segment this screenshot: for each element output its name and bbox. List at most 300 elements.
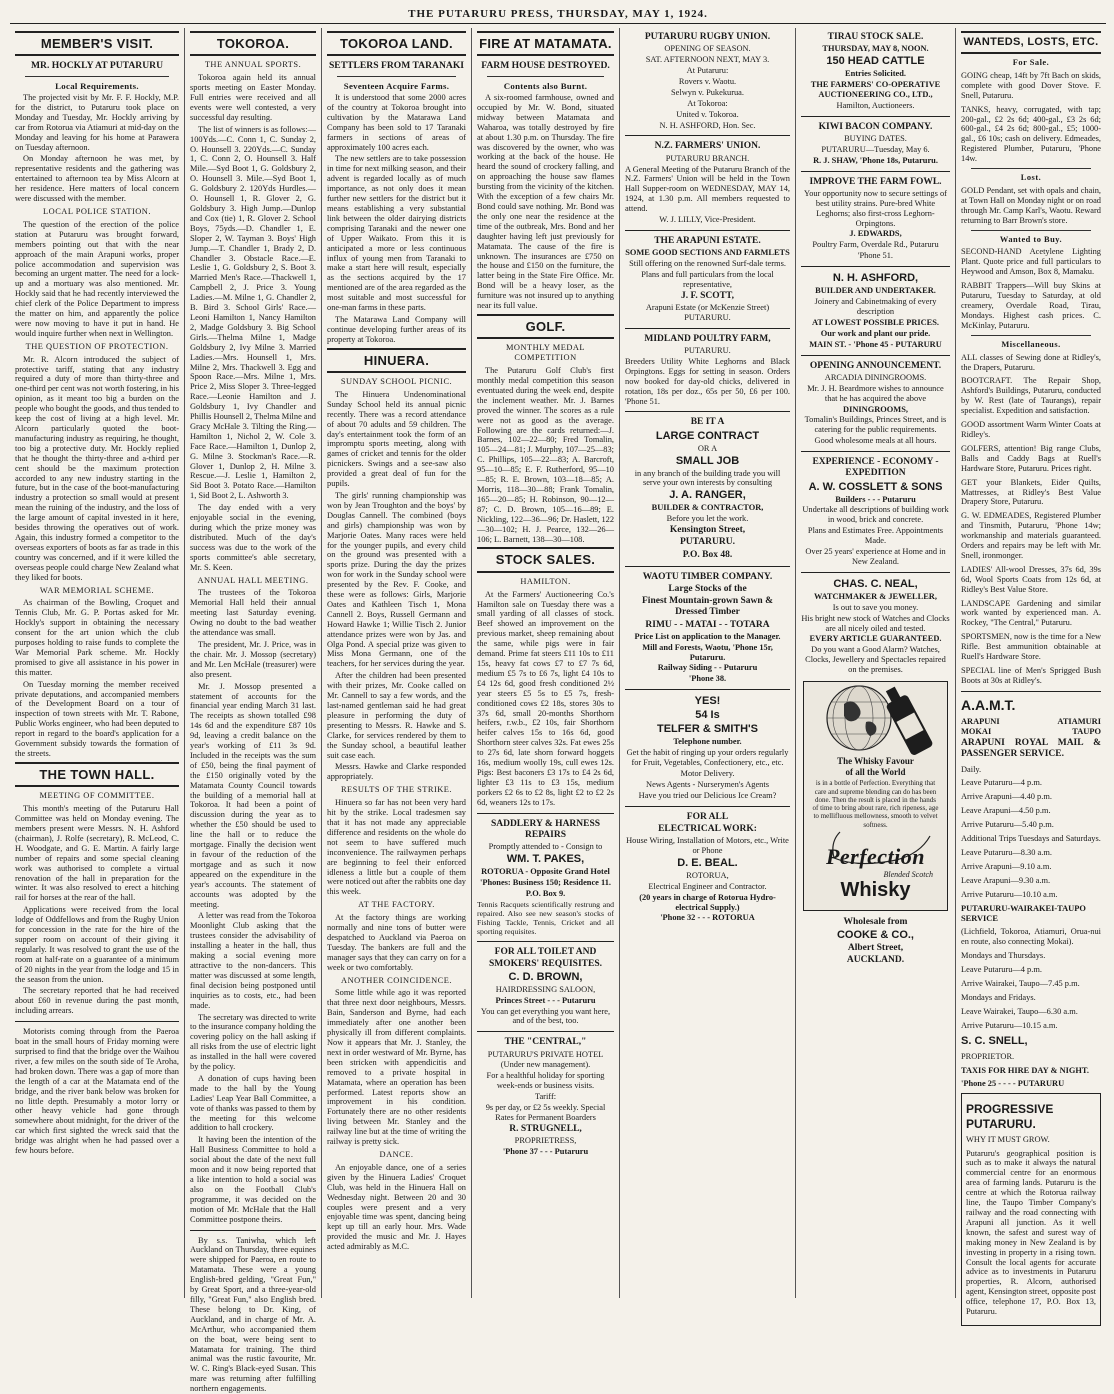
ad-line: (20 years in charge of Rotorua Hydro-electrical Supply.) — [639, 892, 776, 912]
classified-ad: G. W. EDMEADES, Registered Plumber and Tinsmith, Putaruru, 'Phone 14w; workmanship and materials guaranteed. Orders and repairs may be left with Mr. Snell, ironmonger. — [961, 511, 1101, 560]
ad-line: Plans and Estimates Free. Appointments Made. — [807, 526, 944, 546]
ad-line: 54 Is — [695, 709, 720, 722]
divider — [801, 451, 950, 452]
route-stop: TAUPO — [1072, 727, 1101, 737]
ad-line: PUTARURU-WAIRAKEI-TAUPO SERVICE — [961, 903, 1086, 923]
subhead-farmhouse: FARM HOUSE DESTROYED. — [481, 60, 610, 72]
section-heading: SUNDAY SCHOOL PICNIC. — [340, 377, 453, 386]
ad-chas-neal — [801, 578, 950, 675]
subhead-hockly: MR. HOCKLY AT PUTARURU — [30, 60, 163, 72]
timetable-row: Arrive Putaruru—5.40 p.m. — [961, 820, 1054, 830]
ad-line: Electrical Engineer and Contractor. — [648, 881, 767, 891]
ad-line: SOME GOOD SECTIONS AND FARMLETS — [625, 248, 790, 258]
route-stop: MOKAI — [961, 727, 992, 737]
section-heading: RESULTS OF THE STRIKE. — [340, 785, 453, 795]
subhead-contents: Contents also Burnt. — [503, 80, 588, 91]
ad-line: AUCKLAND. — [846, 955, 905, 966]
ad-line: PUTARURU—Tuesday, May 6. — [821, 144, 930, 154]
ad-progressive-putaruru — [961, 1093, 1101, 1326]
ad-line: EXPERIENCE - ECONOMY - EXPEDITION — [812, 457, 939, 479]
wanted-to-buy-list — [961, 247, 1101, 330]
ad-line: ARAPUNI ROYAL MAIL & PASSENGER SERVICE. — [961, 738, 1101, 760]
subhead-settlers: SETTLERS FROM TARANAKI — [328, 60, 465, 72]
column-2 — [185, 28, 322, 1394]
ad-line: Price List on application to the Manager. — [634, 631, 781, 641]
article-paragraph: The day ended with a very enjoyable social in the evening, during which the prize money was distributed. Much of the day's success was due to the work of the sports committee's able secretary, Mr. S. Keen. — [190, 503, 316, 572]
ad-cosslett — [801, 457, 950, 567]
ad-line: PUTARURU. — [680, 537, 735, 548]
whisky-headline — [804, 756, 947, 831]
timetable-row: Arrive Wairakei, Taupo—7.45 p.m. — [961, 979, 1080, 989]
ad-cd-brown — [477, 947, 614, 1026]
ad-line: Princes Street - - - Putaruru — [495, 995, 596, 1005]
article-paragraph: On Monday afternoon he was met, by representative residents and the gathering was entertained to afternoon tea by Miss Alcorn at her residence. Here matters of local concern were discussed with the member. — [15, 154, 179, 204]
ad-line: Wholesale from — [843, 917, 908, 928]
section-heading: MONTHLY MEDAL COMPETITION — [505, 343, 586, 363]
timetable — [961, 778, 1101, 899]
ad-waotu-timber — [625, 572, 790, 685]
ad-line: Tomalin's Buildings, Princes Street, and is catering for the public requirements. — [804, 415, 947, 435]
timetable-row: Additional Trips Tuesdays and Saturdays. — [961, 834, 1101, 844]
ad-line: N. H. ASHFORD, Hon. Sec. — [659, 120, 756, 130]
ad-line: 'Phone 38. — [688, 674, 727, 684]
article-paragraph: The new settlers are to take possession in time for next milking season, and their advent is regarded locally as of much importance, as not only does it mean further new settlers for the district but it means establishing a very substantial link between the older dairying districts comprising Taranaki and the newer one of Upper Waikato. From this it is anticipated a more or less continuous influx of young men from Taranaki to make a start here will result, especially as the sections acquired by the 17 mentioned are of the area regarded as the most suitable and most successful for one-man farms in these parts. — [327, 154, 466, 313]
timetable-row: Mondays and Fridays. — [961, 992, 1036, 1002]
ad-line: Get the habit of ringing up your orders regularly for Fruit, Vegetables, Confectionery, etc., etc. — [626, 748, 789, 767]
ad-line: THE FARMERS' CO-OPERATIVE AUCTIONEERING CO., LTD., — [810, 79, 941, 99]
divider — [625, 135, 790, 136]
ad-line: 150 HEAD CATTLE — [826, 55, 925, 68]
ad-line: EVERY ARTICLE GUARANTEED. — [809, 634, 942, 644]
classified-ad: ALL classes of Sewing done at Ridley's, the Drapers, Putaruru. — [961, 352, 1101, 372]
divider — [625, 328, 790, 329]
lost-list — [961, 186, 1101, 226]
headline-fire: FIRE AT MATAMATA. — [477, 31, 614, 56]
ad-line: Promptly attended to - Consign to — [488, 841, 603, 851]
ad-line: DININGROOMS, — [843, 404, 908, 414]
misc-list — [961, 353, 1101, 686]
ad-line: SADDLERY & HARNESS REPAIRS — [490, 818, 601, 840]
ad-line: 'Phone 51. — [857, 251, 893, 261]
ad-line: House Wiring, Installation of Motors, etc., Write or Phone — [626, 836, 789, 855]
divider — [971, 335, 1091, 336]
ad-line: THE "CENTRAL," — [504, 1037, 587, 1048]
ad-line: J. EDWARDS, — [849, 229, 902, 239]
ad-telfer-smith — [625, 695, 790, 800]
article-paragraph: The Matarawa Land Company will continue developing further areas of its property at Tokoroa. — [327, 314, 466, 344]
ad-line: KIWI BACON COMPANY. — [818, 121, 933, 132]
ad-line: You can get everything you want here, and of the best, too. — [480, 1006, 611, 1026]
ad-line: PROPRIETOR. — [961, 1051, 1015, 1061]
columns — [10, 28, 1106, 1394]
divider — [625, 230, 790, 231]
column-3 — [322, 28, 472, 1298]
subhead-seventeen: Seventeen Acquire Farms. — [343, 80, 450, 91]
article-paragraph: Tokoroa again held its annual sports meeting on Easter Monday. Full entries were received and all events were well contested, a very successful day resulting. — [190, 73, 316, 122]
ad-cooke — [801, 917, 950, 967]
ad-line: SAT. AFTERNOON NEXT, MAY 3. — [645, 55, 770, 65]
ad-line: Kensington Street, — [669, 525, 746, 536]
ad-line: AT LOWEST POSSIBLE PRICES. — [811, 317, 940, 327]
timetable-row: Leave Putaruru—4 p.m. — [961, 965, 1042, 975]
article-paragraph: Mr. R. Alcorn introduced the subject of protective tariff, stating that any industry required a duty of more than thirty-three and one-third per cent was not worth fostering, in his opinion, as it meant too big a burden on the people who bought the goods, and thus tended to keep the cost of living at a high level. Mr. Alcorn particularly quoted the boot-manufacturing industry as requiring, he thought, too big a protective duty. Mr. Hockly replied that he thought the thirty-three and a-third per cent should be the maximum protection accorded to any new industry starting in the future, but in the case of the boot-manufacturing industry a protection so small would at present mean the ruining of the industry, and the loss of the large amount of capital invested in it here, besides throwing the operatives out of work. Again, this industry formed a competitor to the overseas exporters of boots as far as trade in this country was concerned, and if it were killed the overseas people could charge New Zealand what they liked for boots. — [15, 354, 179, 582]
whisky-line: of all the World — [845, 766, 906, 777]
ad-line: Before you let the work. — [666, 514, 749, 524]
timetable-row: Arrive Arapuni—9.10 a.m. — [961, 861, 1052, 871]
route-row — [961, 727, 1101, 737]
ad-line: COOKE & CO., — [836, 929, 914, 942]
classified-ad: SPECIAL line of Men's Sprigged Bush Boots at 30s at Ridley's. — [961, 666, 1101, 685]
article-paragraph: It having been the intention of the Hall Business Committee to hold a social about the date of the next full moon and it now being reported that a like intention to hold a social was also on the Football Club's programme, it was decided on the motion of Mr. McHale that the Hall Committee postpone theirs. — [190, 1135, 316, 1224]
ad-line: Rovers v. Waotu. — [678, 76, 737, 86]
column-4 — [472, 28, 620, 1298]
ad-line: RIMU - - MATAI - - TOTARA — [645, 619, 770, 630]
ad-line: 'Phones: Business 150; Residence 11. — [480, 877, 611, 887]
headline-stock-sales: STOCK SALES. — [477, 547, 614, 572]
divider — [625, 689, 790, 690]
article-paragraph: The projected visit by Mr. F. F. Hockly, M.P. for the district, to Putaruru took place on Monday and Tuesday, Mr. Hockly arriving by car from Rotorua via Atiamuri at mid-day on the Monday and leaving for his home at Parawera on Tuesday afternoon. — [15, 93, 179, 152]
ad-line: News Agents - Nurserymen's Agents — [646, 779, 769, 789]
section-heading: MEETING OF COMMITTEE. — [39, 791, 155, 801]
article-paragraph: By s.s. Taniwha, which left Auckland on Thursday, three equines were shipped for Paeroa, en route to Matamata. These were a young English-bred gelding, "Great Fun," by Great Sport, and a three-year-old filly, "Great Fun," also English bred. These belong to Dr. King, of Auckland, and in charge of Mr. A. McArthur, who accompanied them on the boat, were being sent to Matamata for training. The third animal was the rustic favourite, Mr. W. C. Ring's Black-eyed Susan. This mare was returning after fulfilling northern engagements. — [190, 1235, 316, 1394]
ad-line: MIDLAND POULTRY FARM, — [644, 333, 771, 344]
ad-line: THURSDAY, MAY 8, NOON. — [822, 44, 929, 54]
ad-line: R. STRUGNELL, — [509, 1123, 582, 1134]
timetable-row: Leave Arapuni—4.50 p.m. — [961, 806, 1051, 816]
section-heading: HAMILTON. — [520, 576, 571, 586]
column-7 — [956, 28, 1106, 1317]
ad-aamt — [961, 697, 1101, 1090]
divider — [801, 572, 950, 573]
article-paragraph: A donation of cups having been made to the hall by the Young Ladies' Leap Year Ball Committee, a vote of thanks was passed to them by the meeting for this welcome addition to hall crockery. — [190, 1073, 316, 1133]
ad-line: HAIRDRESSING SALOON, — [495, 984, 596, 994]
divider — [801, 266, 950, 267]
classified-ad: GOLD Pendant, set with opals and chain, at Town Hall on Monday night or on road through Mr. Camp Karl's, Waotu. Reward returning to Barr Brown's store. — [961, 185, 1101, 225]
ad-line: Breeders Utility White Leghorns and Black Orpingtons. Eggs for setting in season. Orders now booked for day-old chicks, delivered in rotation, 18s per doz., 65s per 50, £6 per 100. 'Phone 51. — [625, 356, 790, 406]
brand-sub: Blended Scotch — [883, 870, 933, 880]
section-heading: Wanted to Buy. — [999, 234, 1063, 244]
headline-hinuera: HINUERA. — [327, 348, 466, 373]
article-paragraph: This month's meeting of the Putaruru Hall Committee was held on Monday evening. The members present were Messrs. N. H. Ashford (chairman), J. Rolfe (secretary), R. McLeod, C. H. Woodgate, and G. E. Martin. A fairly large number of repairs and some special cleaning work was authorised to complete a virtual renovation of the hall in preparation for the winter. It was also resolved to erect a hitching rail for horses at the rear of the hall. — [15, 804, 179, 903]
ad-line: ROTORUA, — [686, 870, 729, 880]
for-sale-list — [961, 71, 1101, 164]
ad-line: R. J. SHAW, 'Phone 18s, Putaruru. — [813, 155, 938, 165]
ad-kiwi-bacon — [801, 122, 950, 166]
section-heading: DANCE. — [379, 1149, 414, 1159]
section-heading: WAR MEMORIAL SCHEME. — [39, 585, 155, 595]
classified-ad: BOOTCRAFT. The Repair Shop, Ashford's Buildings, Putaruru, conducted by W. Rest (late of Taurangs), repair specialist. Expedition and satisfaction. — [961, 376, 1101, 416]
ad-line: 'Phone 25 - - - - PUTARURU — [961, 1079, 1065, 1089]
section-heading: THE ANNUAL SPORTS. — [204, 60, 302, 70]
ad-line: Builders - - - Putaruru — [835, 494, 916, 504]
ad-line: LARGE CONTRACT — [655, 429, 760, 442]
ad-line: WM. T. PAKES, — [506, 852, 585, 865]
divider — [971, 230, 1091, 231]
article-paragraph: A six-roomed farmhouse, owned and occupied by Mr. W. Bond, situated midway between Matamata and Waharoa, was totally destroyed by fire at about 1.30 p.m. on Thursday. The fire was discovered by the owner, who was working at the back of the house. He heard the sound of crockery falling, and on approaching the house saw flames bursting from the vicinity of the kitchen. With the exception of a few chairs Mr. Bond could save nothing. Mr. Bond was the only one near the residence at the time of the outbreak, Mrs. Bond and her daughter having left just previously for Matamata. The cause of the fire is unknown. The insurances are £750 on the house and £150 on the furniture, the latter being in the State Fire Office. Mr. Bond will be a heavy loser, as the furniture was not insured up to anything near its full value. — [477, 93, 614, 311]
ad-line: ELECTRICAL WORK: — [658, 823, 757, 834]
ad-arcadia — [801, 361, 950, 447]
ad-line: United v. Tokoroa. — [676, 109, 739, 119]
ad-line: PROPRIETRESS, — [514, 1136, 577, 1146]
ad-line: WHY IT MUST GROW. — [966, 1134, 1050, 1144]
ad-line: SMALL JOB — [675, 454, 740, 467]
ad-line: Have you tried our Delicious Ice Cream? — [638, 790, 777, 800]
article-paragraph: The girls' running championship was won by Jean Troughton and the boys' by Douglas Cannell. The combined (boys and girls) championship was won by Marjorie Oates. Many races were held for the younger pupils, and every child on the ground was presented with a sports prize. During the day the prizes won for work in the Sunday school were presented by the Rev. F. Cooke, and these were as follows: Girls, Marjorie Oates and Kathleen Tisch 1, Mona Cannell 2. Boys, Russell Germann and Howard Hawke 1; Willie Tisch 2. Junior attendance prizes were won by Jas. and Olga Pond. A special prize was given to Miss Mona Germann, one of the teachers, for her services during the year. — [327, 490, 466, 669]
ad-line: Mr. J. H. Beardmore wishes to announce that he has acquired the above — [807, 383, 944, 403]
ad-ranger-builder — [625, 417, 790, 560]
article-paragraph: It is understood that some 2000 acres of the country at Tokoroa brought into cultivation by the Matarawa Land Company has been sold to 17 Taranaki farmers in sections of areas of approximately 100 acres each. — [327, 93, 466, 152]
brand-logo: Perfection — [825, 844, 926, 870]
ad-line: Still offering on the renowned Surf-dale terms. — [629, 259, 786, 269]
column-5 — [620, 28, 796, 1298]
article-paragraph: The secretary reported that he had received about £60 in revenue during the past month, including arrears. — [15, 986, 179, 1016]
section-heading: Miscellaneous. — [1001, 339, 1061, 349]
ad-line: WAOTU TIMBER COMPANY. — [642, 571, 773, 582]
ad-line: Plans and full particulars from the local representative, — [641, 270, 774, 289]
ad-line: Is out to save you money. — [832, 602, 919, 612]
divider — [190, 1230, 316, 1231]
article-paragraph: Hinuera so far has not been very hard hit by the strike. Local tradesmen say that it has not made any appreciable difference and residents on the whole do not seem to have suffered much inconvenience. The railwaymen perhaps are beginning to feel their enforced idleness a little but a couple of them were noticed out after the rabbits one day this week. — [327, 798, 466, 897]
section-heading: ANOTHER COINCIDENCE. — [341, 975, 452, 985]
divider — [477, 813, 614, 814]
article-paragraph: Applications were received from the local lodge of Oddfellows and from the Rugby Union for concession in the rate for the hire of the supper room on account of their giving it regularly. It was resolved to grant the use of the room at half-rate on a guarantee of a minimum of 20 nights in the year from the lodge and 15 in the season from the union. — [15, 905, 179, 984]
classified-ad: GET your Blankets, Eider Quilts, Mattresses, at Ridley's Best Value Drapery Store, Putaruru. — [961, 477, 1101, 507]
ad-ashford-builder — [801, 272, 950, 349]
whisky-copy: is in a bottle of Perfection. Everything that care and supreme blending can do has been done. Then the result is placed in the hands of time to bring about rare, rich ripeness, age to mellifluous mellowness, smooth to velvet softness. — [812, 779, 939, 829]
classified-ad: RABBIT Trappers—Will buy Skins at Putaruru, Tuesday to Saturday, at old creamery, Overdale Road, Tirau, Mondays. Highest cash prices. C. McKinlay, Putaruru. — [961, 281, 1101, 330]
section-heading: AT THE FACTORY. — [358, 900, 435, 910]
ad-line: Tennis Racquets scientifically restrung and repaired. Also see new season's stocks of Fishing Tackle, Tennis, Cricket and all sporting requisites. — [477, 899, 614, 937]
masthead: THE PUTARURU PRESS, THURSDAY, MAY 1, 1924. — [10, 6, 1106, 24]
article-paragraph: An enjoyable dance, one of a series given by the Hinuera Ladies' Croquet Club, was held in the Hinuera Hall on Wednesday night. Between 20 and 30 couples were present and a very enjoyable time was spent, dancing being kept up till an early hour. Mrs. Wade provided the music and Mr. J. Hayes acted admirably as M.C. — [327, 1162, 466, 1252]
ad-line: PUTARURU. — [684, 346, 731, 356]
route-stop: ATIAMURI — [1057, 717, 1101, 727]
ad-line: Mondays and Thursdays. — [961, 951, 1046, 961]
article-paragraph: The Hinuera Undenominational Sunday School held its annual picnic recently. There was a record attendance of about 70 adults and 59 children. The day's entertainment took the form of an impromptu sports meeting, along with games of cricket and tennis for the older picnickers. Swings and a see-saw also provided a great deal of fun for the pupils. — [327, 389, 466, 489]
divider — [487, 76, 604, 77]
ad-line: (Lichfield, Tokoroa, Atiamuri, Orua-nui en route, also connecting Mokai). — [961, 927, 1101, 947]
ad-line: Daily. — [961, 764, 982, 774]
article-paragraph: Some little while ago it was reported that three next door neighbours, Messrs. Bain, Sanderson and Byrne, had each immediately after one another been physically ill from different complaints. Now it appears that Mr. J. Stanley, the next in order westward of Mr. Byrne, has been stricken with appendicitis and removed to a private hospital in Matamata, where an operation has been performed. Latest reports show an improvement in his condition. Fortunately there are no other residents living between Mr. Stanley and the railway line but at the time of writing the railway is pretty sick. — [327, 988, 466, 1147]
column-6 — [796, 28, 956, 1298]
ad-line: ARCADIA DININGROOMS. — [824, 372, 927, 382]
article-paragraph: The question of the erection of the police station at Putaruru was brought forward, members pointing out that with the near approach of the main Arapuni works, proper police accommodation and supervision was becoming an urgent matter. The need for a lock-up and a mortuary was also mentioned. Mr. Hockly said that he had recently interviewed the chief clerk of the Police Department to impress the matter on him, and apparently the police were now moving to have it put in hand. He would inquire further when next in Wellington. — [15, 219, 179, 338]
ad-line: P.O. Box 48. — [682, 549, 733, 560]
ad-line: His bright new stock of Watches and Clocks are all nicely oiled and tested. — [801, 613, 950, 633]
divider — [477, 1031, 614, 1032]
divider — [337, 76, 456, 77]
ad-line: in any branch of the building trade you will serve your own interests by consulting — [634, 468, 781, 488]
timetable-row: Leave Arapuni—9.30 a.m. — [961, 875, 1051, 885]
ad-rugby-union — [625, 32, 790, 130]
ad-line: J. F. SCOTT, — [680, 290, 735, 301]
article-paragraph: As chairman of the Bowling, Croquet and Tennis Club, Mr. G. P. Portas asked for Mr. Hockly's support in obtaining the necessary consent for the art union which the club purposes holding to raise funds to complete the War Memorial Park scheme. Mr. Hockly promised to give all assistance in his power in this matter. — [15, 598, 179, 677]
divider — [961, 691, 1101, 692]
ad-line: (Under new management). — [500, 1060, 591, 1070]
ad-line: Albert Street, — [847, 943, 904, 954]
whisky-logo — [804, 844, 947, 903]
ad-line: OR A — [697, 443, 718, 453]
ad-line: FOR ALL — [686, 811, 729, 822]
article-paragraph: At the factory things are working normally and nine tons of butter were despatched to Auckland via Paeroa on Tuesday. The bankers are full and the manager says that they can carry on for a week or two comfortably. — [327, 913, 466, 972]
ad-electrical-beal — [625, 812, 790, 924]
ad-line: Your opportunity now to secure settings of best utility strains. Pure-bred White Leghorns; also first-cross Leghorn-Orpingtons. — [804, 188, 947, 228]
ad-line: BUILDER AND UNDERTAKER. — [815, 286, 936, 296]
ad-line: BE IT A — [690, 417, 725, 428]
ad-line: N. H. ASHFORD, — [832, 272, 919, 285]
ad-line: W. J. LILLY, Vice-President. — [659, 215, 756, 225]
ad-line: N.Z. FARMERS' UNION. — [654, 141, 761, 152]
ad-line: BUYING DATES. — [844, 133, 907, 143]
ad-line: TELFER & SMITH'S — [656, 723, 758, 736]
headline-wanteds: WANTEDS, LOSTS, ETC. — [961, 31, 1101, 54]
ad-line: Tariff: — [534, 1092, 557, 1102]
ad-line: J. A. RANGER, — [669, 489, 746, 502]
route-stop: ARAPUNI — [961, 717, 1000, 727]
ad-line: 'Phone 37 - - - Putaruru — [502, 1146, 589, 1156]
divider — [801, 171, 950, 172]
classified-ad: SPORTSMEN, now is the time for a New Rifle. Best ammunition obtainable at Ruell's Hardware Store. — [961, 632, 1102, 662]
ad-line: FOR ALL TOILET AND SMOKERS' REQUISITES. — [489, 947, 602, 969]
ad-line: At Putaruru: — [686, 66, 729, 76]
timetable — [961, 965, 1101, 1031]
ad-line: Finest Mountain-grown Sawn & Dressed Timber — [642, 596, 773, 618]
classified-ad: GOOD assortment Warm Winter Coats at Ridley's. — [961, 420, 1101, 439]
section-heading: Lost. — [1020, 173, 1042, 183]
ad-line: Arapuni Estate (or McKenzie Street) PUTARURU. — [645, 303, 770, 322]
classified-ad: GOLFERS, attention! Big range Clubs, Balls and Caddy Bags at Ruell's Hardware Store, Putaruru. Prices right. — [961, 443, 1101, 473]
ad-line: C. D. BROWN, — [508, 970, 583, 983]
ad-midland-poultry — [625, 334, 790, 407]
classified-ad: TANKS, heavy, corrugated, with tap; 200-gal., £2 2s 6d; 400-gal., £3 2s 6d; 600-gal., £4 2s 6d; 800-gal., £5; 1000-gal., £6 10s; cash on delivery. Edmeades, Registered Plumber, Putaruru, 'Phone 14w. — [961, 104, 1101, 164]
article-paragraph: The president, Mr. J. Price, was in the chair. Mr. J. Mossop (secretary) and Mr. Len McHale (treasurer) were also present. — [190, 639, 316, 679]
ad-line: Telephone number. — [673, 737, 742, 747]
ad-line: PUTARURU'S PRIVATE HOTEL — [487, 1049, 604, 1059]
ad-line: P.O. Box 9. — [525, 888, 566, 898]
ad-line: D. E. BEAL. — [677, 856, 738, 869]
brand-word: Whisky — [840, 879, 911, 902]
headline-golf: GOLF. — [477, 314, 614, 339]
article-paragraph: After the children had been presented with their prizes, Mr. Cooke called on Mr. Cannell to say a few words, and the last-named gentleman said he had great pleasure in performing the duty of presenting to Messrs. R. Hawke and S. Clarke, for services rendered by them to the Sunday school, a beautiful leather suit case each. — [327, 671, 466, 760]
ad-line: MAIN ST. - 'Phone 45 - PUTARURU — [809, 339, 942, 349]
divider — [801, 355, 950, 356]
ad-line: Entries Solicited. — [845, 69, 906, 79]
article-paragraph: At the Farmers' Auctioneering Co.'s Hamilton sale on Tuesday there was a small yarding of all classes of stock. Beef showed an improvement on the previous market, sheep remaining about the same, while pigs were in fair demand. Prime fat steers £11 10s to £11 15s, heavy fat cows £7 to £7 7s 6d, medium £5 7s to £6 7s, light £4 10s to £4 12s 6d, good fresh conditioned 2½ year steers £5 5s to £5 7s, fresh-conditioned cows £2 18s, stores 30s to 37s 6d, small 20-months Shorthorn heifers, r.w.b., £2 10s, fair Shorthorn heifer calves 15s to 16s 6d, good Shorthorn steer calves 32s. Fat ewes 25s to 27s 6d, late shorn forward hoggets 16s, medium woolly 19s, cull ewes 12s. Pigs: Best baconers £3 17s to £4 2s 6d, lighter £3 11s to £3 15s, medium porkers £2 6s to £2 8s, light £2 to £2 2s 6d, weaners 12s to 17s. — [477, 589, 614, 807]
article-paragraph: The Putaruru Golf Club's first monthly medal competition this season eventuated during the week end, despite the inclement weather. Mr. J. Barnes proved the winner. The scores as a rule were not as good as the average. Following are the cards returned:—J. Barnes, 102—22—80; Fred Tomalin, 105—24—81; J. Murphy, 107—25—83; C. Phillips, 105—22—83; A. Barcroft, 95—10—85; E. F. Rutherford, 95—10—85; R. E. Brown, 103—18—85; A. Morris, 118—30—88; Frank Tomalin, 165—20—85; H. Robinson, 90—12—87; C. D. Brown, 105—16—89; E. Nickling, 122—36—96; Dr. Haslett, 122—30—102; H. J. Pearce, 132—26—106; L. Barnett, 138—30—108. — [477, 366, 615, 544]
ad-line: YES! — [694, 695, 721, 708]
classified-ad: LADIES' All-wool Dresses, 37s 6d, 39s 6d, Wool Sports Coats from 12s 6d, at Ridley's Best Value Store. — [961, 564, 1101, 594]
ad-line: Undertake all descriptions of building work in wood, brick and concrete. — [802, 505, 949, 525]
ad-line: TAXIS FOR HIRE DAY & NIGHT. — [961, 1065, 1089, 1075]
ad-line: Hamilton, Auctioneers. — [836, 100, 915, 110]
whisky-line: The Whisky Favour — [837, 756, 914, 767]
ad-tirau-stock — [801, 32, 950, 111]
ad-line: A.A.M.T. — [961, 696, 1016, 713]
divider — [477, 941, 614, 942]
timetable-row: Arrive Arapuni—4.40 p.m. — [961, 792, 1052, 802]
timetable-row: Arrive Putaruru—10.15 a.m. — [961, 1020, 1058, 1030]
timetable-row: Arrive Putaruru—10.10 a.m. — [961, 889, 1058, 899]
ad-line: S. C. SNELL, — [961, 1034, 1028, 1047]
timetable-row: Leave Putaruru—8.30 a.m. — [961, 847, 1052, 857]
divider — [625, 411, 790, 412]
ad-farmers-union — [625, 141, 790, 225]
article-paragraph: Motorists coming through from the Paeroa boat in the small hours of Friday morning were surprised to find that the bridge over the Waihou river, a few miles on the south side of Te Aroha, had broken down. There was a gap of more than the length of a car at the Matamata end of the bridge, and the river bank below was broken for no little depth. Presumably a motor lorry or other heavy vehicle had gone through somewhere about midnight, for the driver of the car which first sighted the wreck said that the bridge was alright when he had passed over a few hours before. — [15, 1027, 179, 1156]
divider — [625, 566, 790, 567]
ad-line: Railway Siding - - Putaruru — [657, 663, 758, 673]
article-paragraph: The list of winners is as follows:—100Yds.—C. Conn 1, C. Sunday 2, O. Hounsell 3. 220Yds.—C. Sunday 1, C. Conn 2, O. Hounsell 3. Half Mile.—Syd Boot 1, G. Goldsbury 2, O. Hounsell 3. Mile.—Syd Boot 1, G. Goldsbury 2. 120Yds Hurdles.—O. Hounsell 1, R. Glover 2, G. Goldsbury 3. High Jump.—Dunlop and Cox (tie) 1, R. Glover 2. School Boys, 75yds.—D. Chandler 1, E. Sloper 2, W. Tayman 3. Boys' High Jump.—T. Chandler 1, Brady 2, D. Chandler 3. Obstacle Race.—E. Leslie 1, G. Goldsbury 2, S. Boot 3. Married Men's Race.—Thackwell 1, Campbell 2, J. Price 3. Young Ladies.—M. Milne 1, G. Chandler 2, B. Bird 3. School Girls' Race.—Leoni Hamilton 1, Nancy Hamilton 2, Madge Goldsbury 3. Big School Girls.—Thelma Milne 1, Madge Goldsbury 2, Ivy Milne 3. Married Ladies.—Mrs. Hounsell 1, Mrs. Milne 2, Mrs. Thackwell 3. Egg and Spoon Race.—Mrs. Milne 1, Mrs. Price 2, Miss Sloper 3. Three-legged Race.—Leonie Hamilton and J. Goldsbury 1, Ivy Chandler and Phillis Hounsell 2, Thelma Milne and Gracy McHale 3. Tilting the Ring.—Hamilton 1, Nichol 2, W. Cole 3. Face Race.—Hamilton 1, Dunlop 2, G. Milne 3. Stockman's Race.—R. Glover 1, Dunlop 2, H. Milne 3. Rescue.—J. Leslie 1, Hamilton 2, Sid Boot 3. Potato Race.—Hamilton 1, Sid Boot 2, L. Ashworth 3. — [190, 124, 316, 501]
divider — [801, 116, 950, 117]
ad-line: OPENING OF SEASON. — [664, 44, 751, 54]
classified-ad: LANDSCAPE Gardening and similar work wanted by experienced man. A. Rockey, "The Central," Putaruru. — [961, 598, 1101, 628]
ad-line: IMPROVE THE FARM FOWL. — [809, 176, 942, 187]
ad-line: 'Phone 32 - - - ROTORUA — [660, 913, 755, 923]
ad-line: Our work and plant our pride. — [820, 328, 931, 338]
ad-line: PROGRESSIVE PUTARURU. — [966, 1102, 1054, 1131]
ad-paragraph: Putaruru's geographical position is such as to make it always the natural commercial centre for an enormous area of farming lands. Putaruru is the centre at which the Rotorua railway line, the Taupo Timber Company's railway and the road connecting with Arapuni all junction. As it well known, the safest and surest way of making money in New Zealand is by investing in property in a rising town. Consult the local agents for accurate advice as to investments in Putaruru properties, R. Alcorn, authorised agent, Kensington street, opposite post office, telephone 17, P.O. Box 13, Putaruru. — [966, 1148, 1096, 1317]
divider — [625, 806, 790, 807]
ad-farm-fowl — [801, 177, 950, 262]
timetable-row: Leave Wairakei, Taupo—6.30 a.m. — [961, 1006, 1078, 1016]
ad-line: WATCHMAKER & JEWELLER, — [814, 591, 937, 601]
ad-line: Poultry Farm, Overdale Rd., Putaruru — [812, 240, 939, 250]
ad-line: ROTORUA - Opposite Grand Hotel — [481, 866, 610, 876]
ad-line: Over 25 years' experience at Home and in New Zealand. — [805, 547, 946, 566]
article-paragraph: On Tuesday morning the member received private deputations, and accompanied members of the Development Board on a tour of inspection of town streets with Mr. T. Rabone, Public Works engineer, who had been deputed to report in regard to the board's application for a Government subsidy towards the formation of the streets. — [15, 679, 179, 759]
divider — [971, 168, 1091, 169]
ad-central-hotel — [477, 1037, 614, 1157]
headline-tokoroa: TOKOROA. — [190, 31, 316, 56]
ad-line: A. W. COSSLETT & SONS — [808, 480, 943, 493]
ad-line: At Tokoroa: — [687, 98, 728, 108]
ad-line: Motor Delivery. — [680, 768, 735, 778]
ad-saddlery — [477, 819, 614, 937]
ad-line: Mill and Forests, Waotu, 'Phone 15r, Putaruru. — [642, 642, 773, 662]
ad-line: Good wholesome meals at all hours. — [814, 436, 937, 446]
headline-members-visit: MEMBER'S VISIT. — [15, 31, 179, 56]
ad-line: Large Stocks of the — [668, 583, 747, 594]
article-paragraph: A letter was read from the Tokoroa Moonlight Club asking that the trustees consider the advisability of installing a heater in the hall, thus making a social evening more attractive to the non-dancers. This matter was discussed at some length, final decision being postponed until inquiries as to costs, etc., had been made. — [190, 911, 316, 1010]
article-paragraph: Mr. J. Mossop presented a statement of accounts for the financial year ending March 31 last. The receipts as shown totalled £98 14s 6d and the expenditure £87 10s 9d, leaving a credit balance on the year's working of £11 3s 9d. Included in the receipts was the sum of £50, being the final payment of the £150 originally voted by the Matamata County Council towards the building of a memorial hall at Tokoroa. It had been a point of discussion during the year as to whether the £50 should be used to line the hall or to reduce the mortgage. Finally the decision went in favour of the reduction of the mortgage and as such it now appeared on the expenditure in the year's accounts. The statement of accounts was adopted by the meeting. — [190, 681, 316, 909]
whisky-advert — [803, 681, 948, 911]
timetable-row: Leave Putaruru—4 p.m. — [961, 778, 1042, 788]
ad-line: 9s per day, or £2 5s weekly. Special Rates for Permanent Boarders — [485, 1103, 606, 1122]
ad-line: BUILDER & CONTRACTOR, — [651, 503, 764, 513]
article-paragraph: The trustees of the Tokoroa Memorial Hall held their annual meeting last Saturday evening. Owing no doubt to the bad weather the attendance was small. — [190, 588, 316, 638]
ad-line: Selwyn v. Pukekurua. — [671, 87, 744, 97]
article-paragraph: The secretary was directed to write to the insurance company holding the covering policy on the hall asking if all risks from the use of electric light as installed in the hall were covered by the policy. — [190, 1012, 316, 1072]
ad-arapuni-estate — [625, 236, 790, 323]
ad-line: THE ARAPUNI ESTATE. — [654, 236, 761, 246]
subhead-local-req: Local Requirements. — [55, 80, 139, 91]
section-heading: THE QUESTION OF PROTECTION. — [25, 341, 169, 351]
classified-ad: SECOND-HAND Acetylene Lighting Plant. Quote price and full particulars to Heywood and Amson, Box 8, Mamaku. — [961, 247, 1101, 277]
column-1 — [10, 28, 185, 1298]
route-row — [961, 717, 1101, 727]
headline-town-hall: THE TOWN HALL. — [15, 762, 179, 787]
classified-ad: GOING cheap, 14ft by 7ft Bach on skids, complete with good Dover Stove. F. Snell, Putaruru. — [961, 70, 1101, 100]
divider — [25, 76, 169, 77]
ad-line: Joinery and Cabinetmaking of every description — [814, 297, 937, 316]
ad-line: PUTARURU BRANCH. — [665, 153, 750, 163]
headline-tokoroa-land: TOKOROA LAND. — [327, 31, 466, 56]
ad-line: OPENING ANNOUNCEMENT. — [809, 360, 942, 371]
divider — [15, 1021, 179, 1022]
ad-line: PUTARURU RUGBY UNION. — [644, 32, 771, 42]
ad-line: CHAS. C. NEAL, — [833, 577, 918, 590]
ad-line: Do you want a Good Alarm? Watches, Clocks, Jewellery and Spectacles repaired on the premises. — [805, 645, 946, 675]
section-heading: ANNUAL HALL MEETING. — [197, 575, 309, 585]
